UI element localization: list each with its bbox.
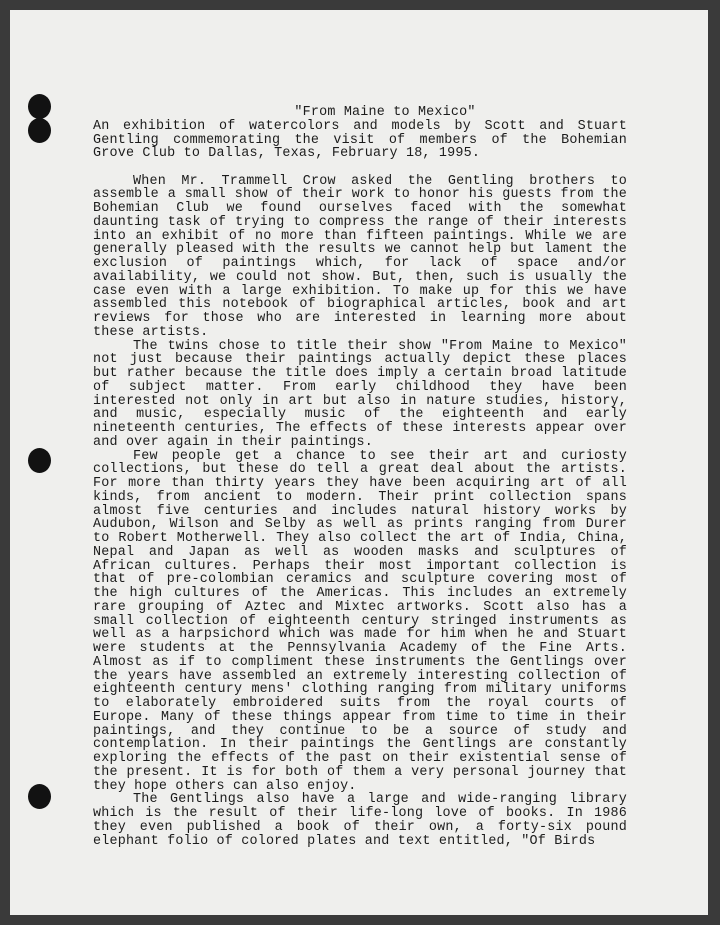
punch-hole [28,118,51,143]
document-subtitle: An exhibition of watercolors and models by Scott and Stuart Gentling commemorating the visit of members of the Bohemian Grove Club to Dallas, Texas, February 18, 1995. [93,118,627,162]
paragraph: When Mr. Trammell Crow asked the Gentling brothers to assemble a small show of their work to honor his guests from the Bohemian Club we found ourselves faced with the somewhat daunting task of trying to compress the range of their interests into an exhibit of no more than fifteen paintings. While we are generally pleased with the results we cannot help but lament the exclusion of paintings which, for lack of space and/or availability, we could not show. But, then, such is usually the case even with a large exhibition. To make up for this we have assembled this notebook of biographical articles, book and art reviews for those who are interested in learning more about these artists. [93,173,627,340]
paragraph: The twins chose to title their show "From Maine to Mexico" not just because their paintings actually depict these places but rather because the title does imply a certain broad latitude of subject matter. From early childhood they have been interested not only in art but also in nature studies, history, and music, especially music of the eighteenth and early nineteenth centuries, The effects of these interests appear over and over again in their paintings. [93,338,627,450]
paragraph: Few people get a chance to see their art and curiosty collections, but these do tell a great deal about the artists. For more than thirty years they have been acquiring art of all kinds, from ancient to modern. Their print collection spans almost five centuries and includes natural history works by Audubon, Wilson and Selby as well as prints ranging from Durer to Robert Motherwell. They also collect the art of India, China, Nepal and Japan as well as wooden masks and sculptures of African cultures. Perhaps their most important collection is that of pre-colombian ceramics and sculpture covering most of the high cultures of the Americas. This includes an extremely rare grouping of Aztec and Mixtec artworks. Scott also has a small collection of eighteenth century stringed instruments as well as a harpsichord which was made for him when he and Stuart were students at the Pennsylvania Academy of the Fine Arts. Almost as if to compliment these instruments the Gentlings over the years have assembled an extremely interesting collection of eighteenth century mens' clothing ranging from military uniforms to elaborately embroidered suits from the royal courts of Europe. Many of these things appear from time to time in their paintings, and they continue to be a source of study and contemplation. In their paintings the Gentlings are constantly exploring the effects of the past on their existential sense of the present. It is for both of them a very personal journey that they hope others can also enjoy. [93,448,627,794]
document-page [10,10,708,915]
punch-hole [28,448,51,473]
paragraph: The Gentlings also have a large and wide-ranging library which is the result of their life-long love of books. In 1986 they even published a book of their own, a forty-six pound elephant folio of colored plates and text entitled, "Of Birds [93,792,627,849]
punch-hole [28,94,51,119]
punch-hole [28,784,51,809]
document-body [93,106,627,848]
document-title: "From Maine to Mexico" [294,105,476,120]
